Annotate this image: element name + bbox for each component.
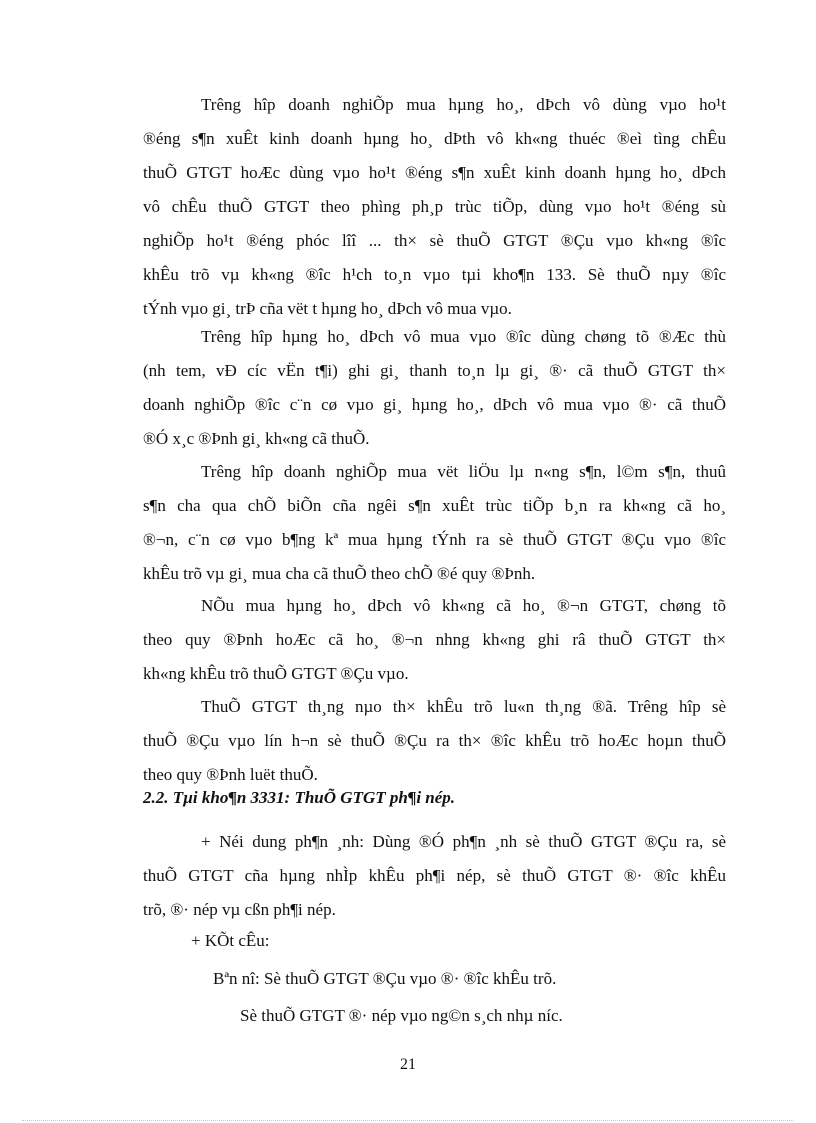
text-line: Trêng hîp doanh nghiÕp mua hµng ho¸, dÞch vô dùng vµo ho¹t bbox=[201, 95, 726, 114]
text-line: doanh nghiÕp ®îc c¨n cø vµo gi¸ hµng ho¸, dÞch vô mua vµo ®· cã thuÕ bbox=[143, 395, 726, 414]
paragraph-no-vat-invoice bbox=[143, 589, 726, 691]
text-line: theo quy ®Þnh hoÆc cã ho¸ ®¬n nhng kh«ng ghi râ thuÕ GTGT th× bbox=[143, 630, 726, 649]
text-line: trõ, ®· nép vµ cßn ph¶i nép. bbox=[143, 900, 336, 919]
text-line: thuÕ GTGT hoÆc dùng vµo ho¹t ®éng s¶n xuÊt kinh doanh hµng ho¸ dÞch bbox=[143, 163, 726, 182]
text-line: thuÕ ®Çu vµo lín h¬n sè thuÕ ®Çu ra th× ®îc khÊu trõ hoÆc hoµn thuÕ bbox=[143, 731, 726, 750]
text-line: (nh tem, vÐ cíc vËn t¶i) ghi gi¸ thanh to¸n lµ gi¸ ®· cã thuÕ GTGT th× bbox=[143, 361, 726, 380]
text-line: ThuÕ GTGT th¸ng nµo th× khÊu trõ lu«n th¸ng ®ã. Trêng hîp sè bbox=[201, 697, 726, 716]
text-line: + Néi dung ph¶n ¸nh: Dùng ®Ó ph¶n ¸nh sè thuÕ GTGT ®Çu ra, sè bbox=[201, 832, 726, 851]
text-line: kh«ng khÊu trõ thuÕ GTGT ®Çu vµo. bbox=[143, 664, 409, 683]
paragraph-account-content bbox=[143, 825, 726, 927]
text-line: vô chÊu thuÕ GTGT theo phìng ph¸p trùc tiÕp, dùng vµo ho¹t ®éng sù bbox=[143, 197, 726, 216]
structure-label: + KÕt cÊu: bbox=[191, 931, 270, 950]
footer-divider bbox=[22, 1120, 794, 1121]
page-number: 21 bbox=[400, 1056, 416, 1073]
paragraph-deduction-timing bbox=[143, 690, 726, 792]
section-heading: 2.2. Tµi kho¶n 3331: ThuÕ GTGT ph¶i nép. bbox=[143, 788, 456, 807]
tax-paid-line: Sè thuÕ GTGT ®· nép vµo ng©n s¸ch nhµ níc. bbox=[240, 1006, 563, 1025]
text-line: thuÕ GTGT cña hµng nhÌp khÊu ph¶i nép, sè thuÕ GTGT ®· ®îc khÊu bbox=[143, 866, 726, 885]
text-line: s¶n cha qua chÕ biÕn cña ngêi s¶n xuÊt trùc tiÕp b¸n ra kh«ng cã ho¸ bbox=[143, 496, 726, 515]
debit-side-line: Bªn nî: Sè thuÕ GTGT ®Çu vµo ®· ®îc khÊu trõ. bbox=[213, 969, 557, 988]
text-line: ®¬n, c¨n cø vµo b¶ng kª mua hµng tÝnh ra sè thuÕ GTGT ®Çu vµo ®îc bbox=[143, 530, 726, 549]
text-line: khÊu trõ vµ gi¸ mua cha cã thuÕ theo chÕ ®é quy ®Þnh. bbox=[143, 564, 536, 583]
paragraph-agricultural-purchases bbox=[143, 455, 726, 591]
text-line: tÝnh vµo gi¸ trÞ cña vët t hµng ho¸ dÞch vô mua vµo. bbox=[143, 299, 512, 318]
text-line: khÊu trõ vµ kh«ng ®îc h¹ch to¸n vµo tµi kho¶n 133. Sè thuÕ nµy ®îc bbox=[143, 265, 726, 284]
text-line: ®éng s¶n xuÊt kinh doanh hµng ho¸ dÞth vô kh«ng thuéc ®eì tìng chÊu bbox=[143, 129, 726, 148]
text-line: Trêng hîp doanh nghiÕp mua vët liÖu lµ n«ng s¶n, l©m s¶n, thuû bbox=[201, 462, 726, 481]
text-line: ®Ó x¸c ®Þnh gi¸ kh«ng cã thuÕ. bbox=[143, 429, 370, 448]
text-line: Trêng hîp hµng ho¸ dÞch vô mua vµo ®îc dùng chøng tõ ®Æc thù bbox=[201, 327, 726, 346]
paragraph-purchase-tax-not-deductible bbox=[143, 88, 726, 326]
paragraph-special-vouchers bbox=[143, 320, 726, 456]
text-line: NÕu mua hµng ho¸ dÞch vô kh«ng cã ho¸ ®¬n GTGT, chøng tõ bbox=[201, 596, 726, 615]
text-line: nghiÕp ho¹t ®éng phóc lîî ... th× sè thuÕ GTGT ®Çu vµo kh«ng ®îc bbox=[143, 231, 726, 250]
text-line: theo quy ®Þnh luët thuÕ. bbox=[143, 765, 318, 784]
